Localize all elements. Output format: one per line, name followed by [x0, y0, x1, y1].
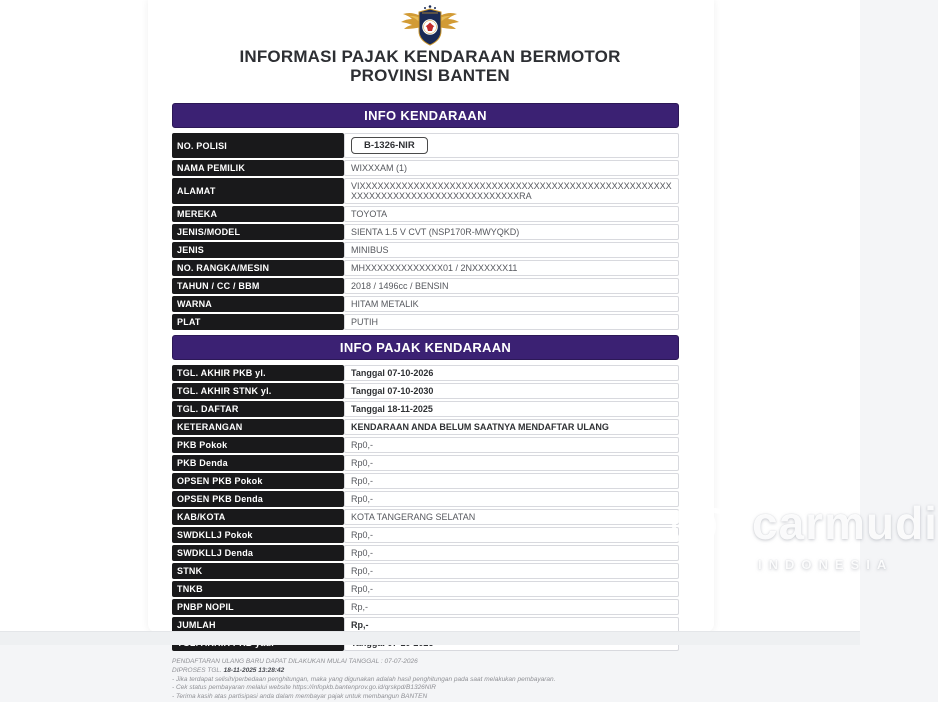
row-label: JUMLAH [172, 617, 344, 633]
row-value: Rp0,- [344, 455, 679, 471]
row-label: WARNA [172, 296, 344, 312]
table-row [172, 563, 679, 579]
header-logo [0, 3, 860, 52]
row-label: SWDKLLJ Pokok [172, 527, 344, 543]
row-label: TNKB [172, 581, 344, 597]
footer-processed-label: DIPROSES TGL. [172, 666, 224, 674]
row-label: OPSEN PKB Pokok [172, 473, 344, 489]
row-label: KAB/KOTA [172, 509, 344, 525]
row-value: Rp,- [344, 617, 679, 633]
row-value: Rp0,- [344, 545, 679, 561]
table-row [172, 224, 679, 240]
row-label: PNBP NOPIL [172, 599, 344, 615]
page-title [0, 47, 860, 85]
row-value: Rp0,- [344, 473, 679, 489]
row-label: PKB Denda [172, 455, 344, 471]
row-value: HITAM METALIK [344, 296, 679, 312]
footer-notes-list [172, 676, 679, 702]
table-row [172, 473, 679, 489]
row-label: TGL. DAFTAR [172, 401, 344, 417]
footer-note: - Jika terdapat selisih/perbedaan penghitungan, maka yang digunakan adalah hasil penghitungan pada saat melakukan pembayaran. [172, 675, 556, 683]
table-row [172, 296, 679, 312]
row-value: WIXXXAM (1) [344, 160, 679, 176]
row-value: PUTIH [344, 314, 679, 330]
footer-processed-value: 18-11-2025 13:28:42 [223, 666, 285, 674]
row-label: JENIS/MODEL [172, 224, 344, 240]
table-row [172, 278, 679, 294]
row-label: SWDKLLJ Denda [172, 545, 344, 561]
row-value: 2018 / 1496cc / BENSIN [344, 278, 679, 294]
footer-note: - Cek status pembayaran melalui website https://infopkb.bantenprov.go.id/qrskpd/B1326NIR [172, 684, 436, 692]
row-value [344, 133, 679, 158]
plate-number-box: B-1326-NIR [351, 137, 428, 154]
row-value: MINIBUS [344, 242, 679, 258]
section-header: INFO KENDARAAN [172, 103, 679, 128]
row-label: NAMA PEMILIK [172, 160, 344, 176]
table-row [172, 206, 679, 222]
table-row [172, 401, 679, 417]
page-title-line2: PROVINSI BANTEN [350, 66, 510, 85]
row-value: KENDARAAN ANDA BELUM SAATNYA MENDAFTAR ULANG [344, 419, 679, 435]
table-row [172, 314, 679, 330]
row-value: Rp0,- [344, 527, 679, 543]
row-value: TOYOTA [344, 206, 679, 222]
table-row [172, 437, 679, 453]
row-label: KETERANGAN [172, 419, 344, 435]
table-row [172, 178, 679, 204]
page-title-line1: INFORMASI PAJAK KENDARAAN BERMOTOR [239, 47, 621, 66]
row-value: Rp0,- [344, 563, 679, 579]
row-value: Rp0,- [344, 437, 679, 453]
row-label: NO. POLISI [172, 133, 344, 158]
table-row [172, 455, 679, 471]
table-row [172, 419, 679, 435]
row-value: SIENTA 1.5 V CVT (NSP170R-MWYQKD) [344, 224, 679, 240]
bottom-strip [0, 631, 860, 645]
row-label: MEREKA [172, 206, 344, 222]
row-label: TAHUN / CC / BBM [172, 278, 344, 294]
row-label: ALAMAT [172, 178, 344, 204]
section-header: INFO PAJAK KENDARAAN [172, 335, 679, 360]
table-row [172, 383, 679, 399]
info-table [172, 131, 679, 332]
row-value: Tanggal 07-10-2030 [344, 383, 679, 399]
footer-notes [172, 658, 679, 702]
table-row [172, 599, 679, 615]
row-label: TGL. AKHIR PKB yl. [172, 365, 344, 381]
table-row [172, 260, 679, 276]
row-value: MHXXXXXXXXXXXXX01 / 2NXXXXXX11 [344, 260, 679, 276]
table-row [172, 242, 679, 258]
table-row [172, 365, 679, 381]
row-value: Tanggal 07-10-2026 [344, 365, 679, 381]
row-label: PKB Pokok [172, 437, 344, 453]
row-label: OPSEN PKB Denda [172, 491, 344, 507]
row-value: Rp,- [344, 599, 679, 615]
row-value: KOTA TANGERANG SELATAN [344, 509, 679, 525]
footer-reregistration-line: PENDAFTARAN ULANG BARU DAPAT DILAKUKAN MULAI TANGGAL : 07-07-2026 [172, 658, 418, 665]
row-value: VIXXXXXXXXXXXXXXXXXXXXXXXXXXXXXXXXXXXXXXXXXXXXXXXXXXXXXXXXXXXXXXXXXXXXXXXXXXXXXXXXRA [344, 178, 679, 204]
row-label: TGL. AKHIR STNK yl. [172, 383, 344, 399]
watermark-sub: INDONESIA [758, 557, 894, 572]
table-row [172, 509, 679, 525]
row-label: NO. RANGKA/MESIN [172, 260, 344, 276]
table-row [172, 545, 679, 561]
table-row [172, 133, 679, 158]
footer-note: - Terima kasih atas partisipasi anda dalam membayar pajak untuk membangun BANTEN [172, 693, 428, 701]
row-label: PLAT [172, 314, 344, 330]
row-value: Rp0,- [344, 491, 679, 507]
row-label: STNK [172, 563, 344, 579]
info-table [172, 363, 679, 653]
table-row [172, 581, 679, 597]
tables [172, 103, 679, 653]
footer-processed-line [172, 667, 679, 676]
table-row [172, 491, 679, 507]
watermark-brand: carmudi [752, 496, 938, 549]
row-value: Tanggal 18-11-2025 [344, 401, 679, 417]
table-row [172, 527, 679, 543]
table-row [172, 160, 679, 176]
row-value: Rp0,- [344, 581, 679, 597]
row-label: JENIS [172, 242, 344, 258]
